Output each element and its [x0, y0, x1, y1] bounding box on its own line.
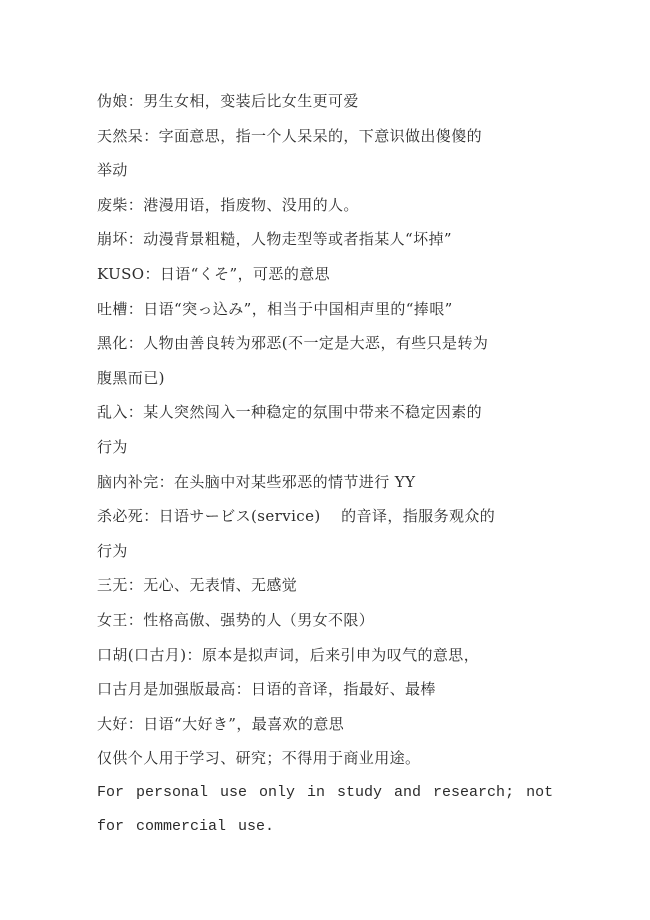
text-line: 杀必死：日语サービス(service) 的音译，指服务观众的: [97, 507, 496, 526]
english-disclaimer-line: For personal use only in study and research; not: [97, 783, 554, 801]
text-line: 黑化：人物由善良转为邪恶(不一定是大恶，有些只是转为: [97, 334, 489, 353]
document-body: [97, 84, 567, 845]
text-line: 三无：无心、无表情、无感觉: [97, 576, 298, 595]
text-line: KUSO：日语“くそ”，可恶的意思: [97, 264, 331, 283]
text-line: 女王：性格高傲、强势的人（男女不限）: [97, 610, 375, 629]
text-line: 大好：日语“大好き”，最喜欢的意思: [97, 714, 345, 733]
text-line: 腹黑而已): [97, 368, 165, 387]
text-line: 乱入：某人突然闯入一种稳定的氛围中带来不稳定因素的: [97, 403, 483, 422]
text-line: 脑内补完：在头脑中对某些邪恶的情节进行 YY: [97, 472, 416, 491]
text-line: 吐槽：日语“突っ込み”，相当于中国相声里的“捧哏”: [97, 299, 453, 318]
text-line: 废柴：港漫用语，指废物、没用的人。: [97, 195, 359, 214]
text-line: 行为: [97, 541, 128, 560]
text-line: 崩坏：动漫背景粗糙，人物走型等或者指某人“坏掉”: [97, 230, 452, 249]
text-line: 口古月是加强版最高：日语的音译，指最好、最棒: [97, 680, 436, 699]
text-line: 伪娘：男生女相，变装后比女生更可爱: [97, 92, 359, 110]
text-line: 口胡(口古月)：原本是拟声词，后来引申为叹气的意思，: [97, 645, 480, 664]
text-line: 行为: [97, 437, 128, 456]
english-disclaimer-line: for commercial use.: [97, 818, 275, 836]
text-line: 天然呆：字面意思，指一个人呆呆的，下意识做出傻傻的: [97, 126, 483, 145]
disclaimer-line: 仅供个人用于学习、研究；不得用于商业用途。: [97, 749, 421, 768]
text-line: 举动: [97, 161, 128, 180]
